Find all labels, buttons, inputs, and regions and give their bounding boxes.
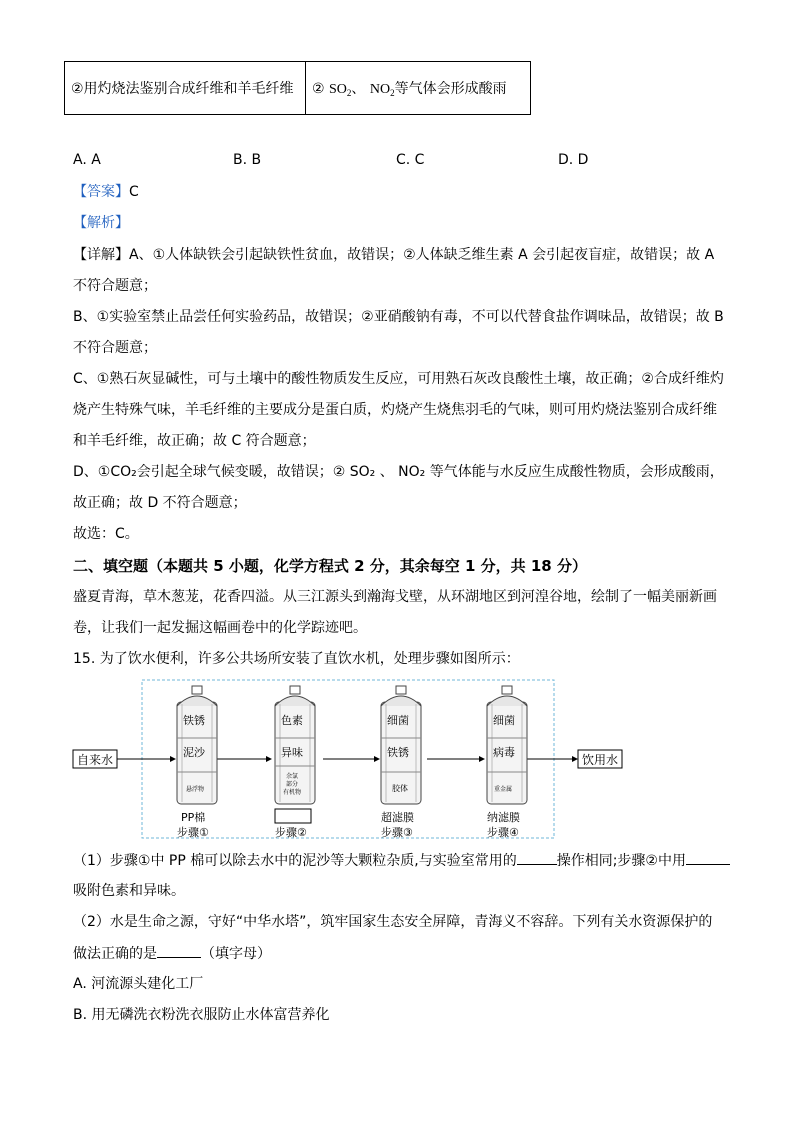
arrow-3-4-head <box>479 756 485 762</box>
detail-line-3: B、①实验室禁止品尝任何实验药品，故错误；②亚硝酸钠有毒，不可以代替食盐作调味品，故错误；故 B <box>73 309 724 325</box>
tower-2-small-2: 部分 <box>286 781 299 788</box>
tower-2-blank-box <box>275 809 311 823</box>
tower-2-cap <box>275 696 315 706</box>
tower-4-mid: 病毒 <box>493 746 515 759</box>
q15-part-2-line-2 <box>73 943 271 964</box>
tower-1-knob <box>192 686 202 694</box>
q15-stem: 15. 为了饮水便利，许多公共场所安装了直饮水机，处理步骤如图所示： <box>73 651 520 667</box>
tower-1-mid: 泥沙 <box>183 746 205 759</box>
tower-4-small: 重金属 <box>494 786 513 793</box>
so2-formula <box>329 82 351 97</box>
tower-3-step: 步骤③ <box>381 826 413 839</box>
tower-3-knob <box>396 686 406 694</box>
arrow-out-head <box>572 756 578 762</box>
q15-part-1-line-2: 吸附色素和异味。 <box>73 883 185 899</box>
arrow-in-head <box>170 756 176 762</box>
detail-line-5: C、①熟石灰显碱性，可与土壤中的酸性物质发生反应，可用熟石灰改良酸性土壤，故正确；②合成纤维灼 <box>73 371 724 387</box>
blank-3[interactable] <box>157 943 201 958</box>
q15-option-a: A. 河流源头建化工厂 <box>73 976 204 992</box>
option-b: B. B <box>233 152 262 168</box>
no-text: NO <box>369 82 391 97</box>
section-2-intro-1: 盛夏青海，草木葱茏，花香四溢。从三江源头到瀚海戈壁，从环湖地区到河湟谷地，绘制了一幅美丽新画 <box>73 589 717 605</box>
detail-line-7: 和羊毛纤维，故正确；故 C 符合题意； <box>73 433 316 449</box>
options-table <box>64 61 531 115</box>
table-cell-right <box>306 62 531 115</box>
section-2-intro-2: 卷，让我们一起发掘这幅画卷中的化学踪迹吧。 <box>73 620 367 636</box>
detail-line-2: 不符合题意； <box>73 278 157 294</box>
cell-right-prefix: ② <box>312 81 325 97</box>
tower-4-step: 步骤④ <box>487 826 519 839</box>
tower-step-3 <box>381 686 421 839</box>
detail-line-1: 【详解】A、①人体缺铁会引起缺铁性贫血，故错误；②人体缺乏维生素 A 会引起夜盲症，故错误；故 A <box>73 247 715 263</box>
option-d: D. D <box>558 152 589 168</box>
so-sub: 2 <box>346 88 352 98</box>
arrow-1-2-head <box>266 756 272 762</box>
tower-3-cap <box>381 696 421 706</box>
answer-line <box>73 182 139 202</box>
arrow-2-3-head <box>374 756 380 762</box>
tower-3-small: 胶体 <box>392 784 408 793</box>
no2-formula <box>370 82 395 97</box>
answer-value: C <box>129 184 139 200</box>
cell-left-text: ②用灼烧法鉴别合成纤维和羊毛纤维 <box>71 81 294 97</box>
so-text: SO <box>329 82 347 97</box>
tower-2-small-1: 余氯 <box>286 773 299 780</box>
q15-p2-c: （填字母） <box>201 946 271 962</box>
tower-step-2 <box>275 686 315 839</box>
sep: 、 <box>351 81 366 97</box>
water-treatment-diagram <box>70 676 630 842</box>
q15-p1-a: （1）步骤①中 PP 棉可以除去水中的泥沙等大颗粒杂质,与实验室常用的 <box>73 853 517 869</box>
q15-option-b: B. 用无磷洗衣粉洗衣服防止水体富营养化 <box>73 1007 330 1023</box>
tower-2-knob <box>290 686 300 694</box>
answer-label: 【答案】 <box>73 184 129 200</box>
tower-3-mid: 铁锈 <box>387 746 409 759</box>
tower-4-name: 纳滤膜 <box>487 811 520 824</box>
tower-3-top: 细菌 <box>387 714 409 727</box>
cell-right-suffix: 等气体会形成酸雨 <box>394 81 507 97</box>
tower-step-1 <box>177 686 217 839</box>
blank-1[interactable] <box>517 850 557 865</box>
tower-1-name: PP棉 <box>181 811 206 824</box>
tower-4-top: 细菌 <box>493 714 515 727</box>
detail-line-10: 故选：C。 <box>73 526 139 542</box>
table-cell-left <box>65 62 306 115</box>
option-c: C. C <box>396 152 425 168</box>
tower-step-4 <box>487 686 527 839</box>
q15-p2-b: 做法正确的是 <box>73 946 157 962</box>
output-label: 饮用水 <box>582 753 619 767</box>
tower-1-step: 步骤① <box>177 826 209 839</box>
input-label: 自来水 <box>77 753 114 767</box>
tower-4-knob <box>502 686 512 694</box>
tower-4-cap <box>487 696 527 706</box>
q15-part-1-line-1 <box>73 850 730 871</box>
tower-1-small: 悬浮物 <box>186 786 205 793</box>
detail-line-4: 不符合题意； <box>73 340 157 356</box>
detail-line-9: 故正确；故 D 不符合题意； <box>73 495 247 511</box>
detail-line-8: D、①CO₂会引起全球气候变暖，故错误；② SO₂ 、 NO₂ 等气体能与水反应生成酸性物质，会形成酸雨， <box>73 464 724 480</box>
section-2-title: 二、填空题（本题共 5 小题，化学方程式 2 分，其余每空 1 分，共 18 分） <box>73 557 587 575</box>
tower-2-mid: 异味 <box>281 746 303 759</box>
tower-1-top: 铁锈 <box>183 714 205 727</box>
no-sub: 2 <box>390 88 395 98</box>
tower-1-cap <box>177 696 217 706</box>
analysis-label: 【解析】 <box>73 215 129 231</box>
q15-part-2-line-1: （2）水是生命之源，守好“中华水塔”，筑牢国家生态安全屏障，青海义不容辞。下列有关水资源保护的 <box>73 914 713 930</box>
option-a: A. A <box>73 152 101 168</box>
tower-2-step: 步骤② <box>275 826 307 839</box>
detail-line-6: 烧产生特殊气味，羊毛纤维的主要成分是蛋白质，灼烧产生烧焦羽毛的气味，则可用灼烧法鉴别合成纤维 <box>73 402 717 418</box>
tower-3-name: 超滤膜 <box>381 811 414 824</box>
blank-2[interactable] <box>686 850 730 865</box>
q15-p1-b: 操作相同;步骤②中用 <box>556 853 686 869</box>
tower-2-small-3: 有机物 <box>283 789 302 796</box>
tower-2-top: 色素 <box>281 714 303 727</box>
